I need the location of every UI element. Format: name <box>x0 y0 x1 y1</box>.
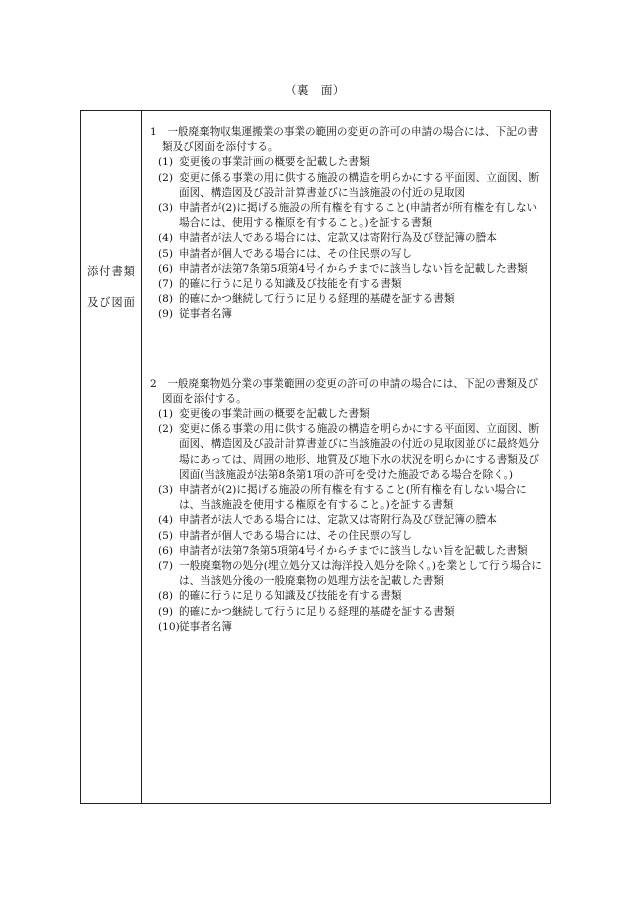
attachment-table <box>80 110 551 804</box>
section-2-items <box>150 407 542 635</box>
list-item: (1) 変更後の事業計画の概要を記載した書類 <box>158 156 370 169</box>
list-item: (4) 申請者が法人である場合には、定款又は寄附行為及び登記簿の謄本 <box>158 232 497 245</box>
list-item: (8) 的確にかつ継続して行うに足りる経理的基礎を証する書類 <box>158 293 455 306</box>
list-item: (8) 的確に行うに足りる知識及び技能を有する書類 <box>158 590 402 603</box>
list-item: (10) 従事者名簿 <box>158 620 232 633</box>
page-heading: （裏 面） <box>285 83 345 97</box>
content-cell <box>143 111 550 803</box>
list-item: (1) 変更後の事業計画の概要を記載した書類 <box>158 408 370 421</box>
label-line-2: 及び図面 <box>87 296 136 309</box>
list-item: (5) 申請者が個人である場合には、その住民票の写し <box>158 247 413 260</box>
list-item: (3) 申請者が(2)に掲げる施設の所有権を有すること(申請者が所有権を有しない場合には、使用する権原を有すること。)を証する書類 <box>158 202 538 230</box>
section-1-items <box>150 155 542 322</box>
list-item: (2) 変更に係る事業の用に供する施設の構造を明らかにする平面図、立面図、断面図、構造図及び設計計算書並びに当該施設の付近の見取図 <box>158 171 540 199</box>
section-1 <box>150 125 542 323</box>
label-line-1: 添付書類 <box>87 265 136 278</box>
list-item: (7) 一般廃棄物の処分(埋立処分又は海洋投入処分を除く。)を業として行う場合には、当該処分後の一般廃棄物の処理方法を記載した書類 <box>158 560 542 588</box>
list-item: (3) 申請者が(2)に掲げる施設の所有権を有すること(所有権を有しない場合には、当該施設を使用する権原を有すること。)を証する書類 <box>158 484 527 512</box>
list-item: (6) 申請者が法第7条第5項第4号イからチまでに該当しない旨を記載した書類 <box>158 262 528 275</box>
list-item: (7) 的確に行うに足りる知識及び技能を有する書類 <box>158 278 402 291</box>
section-1-intro: 1 一般廃棄物収集運搬業の事業の範囲の変更の許可の申請の場合には、下記の書類及び図面を添付する。 <box>150 126 539 154</box>
list-item: (5) 申請者が個人である場合には、その住民票の写し <box>158 529 413 542</box>
list-item: (9) 従事者名簿 <box>158 308 232 321</box>
list-item: (2) 変更に係る事業の用に供する施設の構造を明らかにする平面図、立面図、断面図、構造図及び設計計算書並びに当該施設の付近の見取図並びに最終処分場にあっては、周囲の地形、地質及び地下水の状況を明らかにする書類及び図面(当該施設が法第8条第1項の許可を受けた施設である場合を除く。) <box>158 423 540 481</box>
list-item: (9) 的確にかつ継続して行うに足りる経理的基礎を証する書類 <box>158 605 455 618</box>
list-item: (6) 申請者が法第7条第5項第4号イからチまでに該当しない旨を記載した書類 <box>158 544 528 557</box>
list-item: (4) 申請者が法人である場合には、定款又は寄附行為及び登記簿の謄本 <box>158 514 497 527</box>
label-cell <box>81 111 142 803</box>
section-2 <box>150 377 542 635</box>
section-2-intro: 2 一般廃棄物処分業の事業範囲の変更の許可の申請の場合には、下記の書類及び図面を添付する。 <box>150 377 539 405</box>
